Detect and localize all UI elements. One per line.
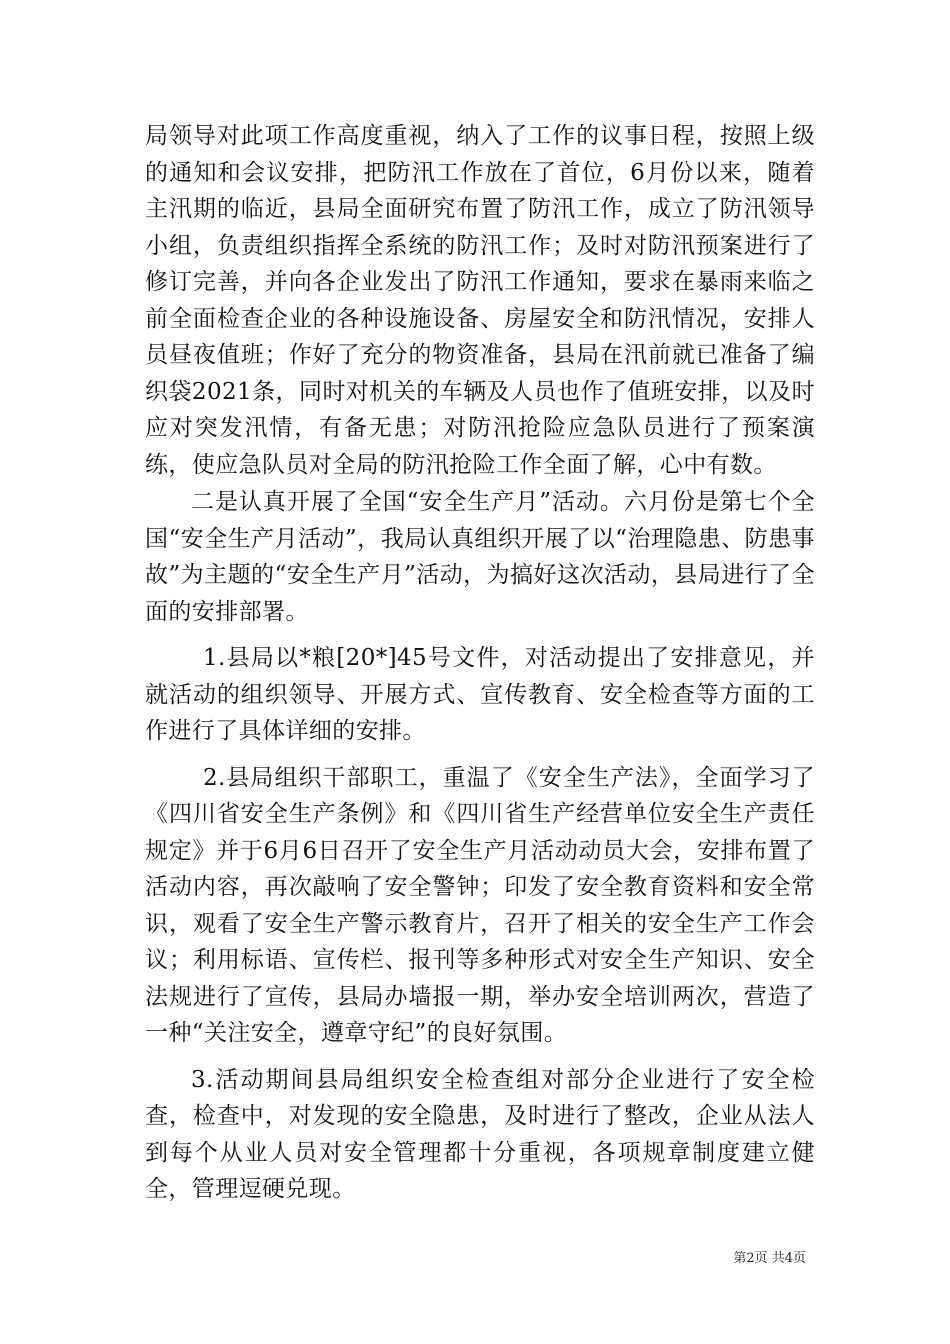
paragraph-item-3: 3.活动期间县局组织安全检查组对部分企业进行了安全检查，检查中，对发现的安全隐患，及时进行了整改，企业从法人到每个从业人员对安全管理都十分重视，各项规章制度建立健全，管理逗硬兑现。 bbox=[145, 1066, 815, 1202]
paragraph-item-1: 1.县局以*粮[20*]45号文件，对活动提出了安排意见，并就活动的组织领导、开展方式、宣传教育、安全检查等方面的工作进行了具体详细的安排。 bbox=[145, 645, 815, 744]
document-body bbox=[145, 118, 815, 1208]
paragraph-flood-control: 局领导对此项工作高度重视，纳入了工作的议事日程，按照上级的通知和会议安排，把防汛工作放在了首位，6月份以来，随着主汛期的临近，县局全面研究布置了防汛工作，成立了防汛领导小组，负责组织指挥全系统的防汛工作；及时对防汛预案进行了修订完善，并向各企业发出了防汛工作通知，要求在暴雨来临之前全面检查企业的各种设施设备、房屋安全和防汛情况，安排人员昼夜值班；作好了充分的物资准备，县局在汛前就已准备了编织袋2021条，同时对机关的车辆及人员也作了值班安排，以及时应对突发汛情，有备无患；对防汛抢险应急队员进行了预案演练，使应急队员对全局的防汛抢险工作全面了解，心中有数。 bbox=[145, 123, 815, 478]
page-number: 第2页 共4页 bbox=[733, 1251, 806, 1266]
paragraph-safety-month: 二是认真开展了全国“安全生产月”活动。六月份是第七个全国“安全生产月活动”，我局认真组织开展了以“治理隐患、防患事故”为主题的“安全生产月”活动，为搞好这次活动，县局进行了全面的安排部署。 bbox=[145, 489, 815, 625]
paragraph-item-2: 2.县局组织干部职工，重温了《安全生产法》，全面学习了《四川省安全生产条例》和《四川省生产经营单位安全生产责任规定》并于6月6日召开了安全生产月活动动员大会，安排布置了活动内容，再次敲响了安全警钟；印发了安全教育资料和安全常识，观看了安全生产警示教育片，召开了相关的安全生产工作会议；利用标语、宣传栏、报刊等多种形式对安全生产知识、安全法规进行了宣传，县局办墙报一期，举办安全培训两次，营造了一种“关注安全，遵章守纪”的良好氛围。 bbox=[145, 764, 815, 1046]
